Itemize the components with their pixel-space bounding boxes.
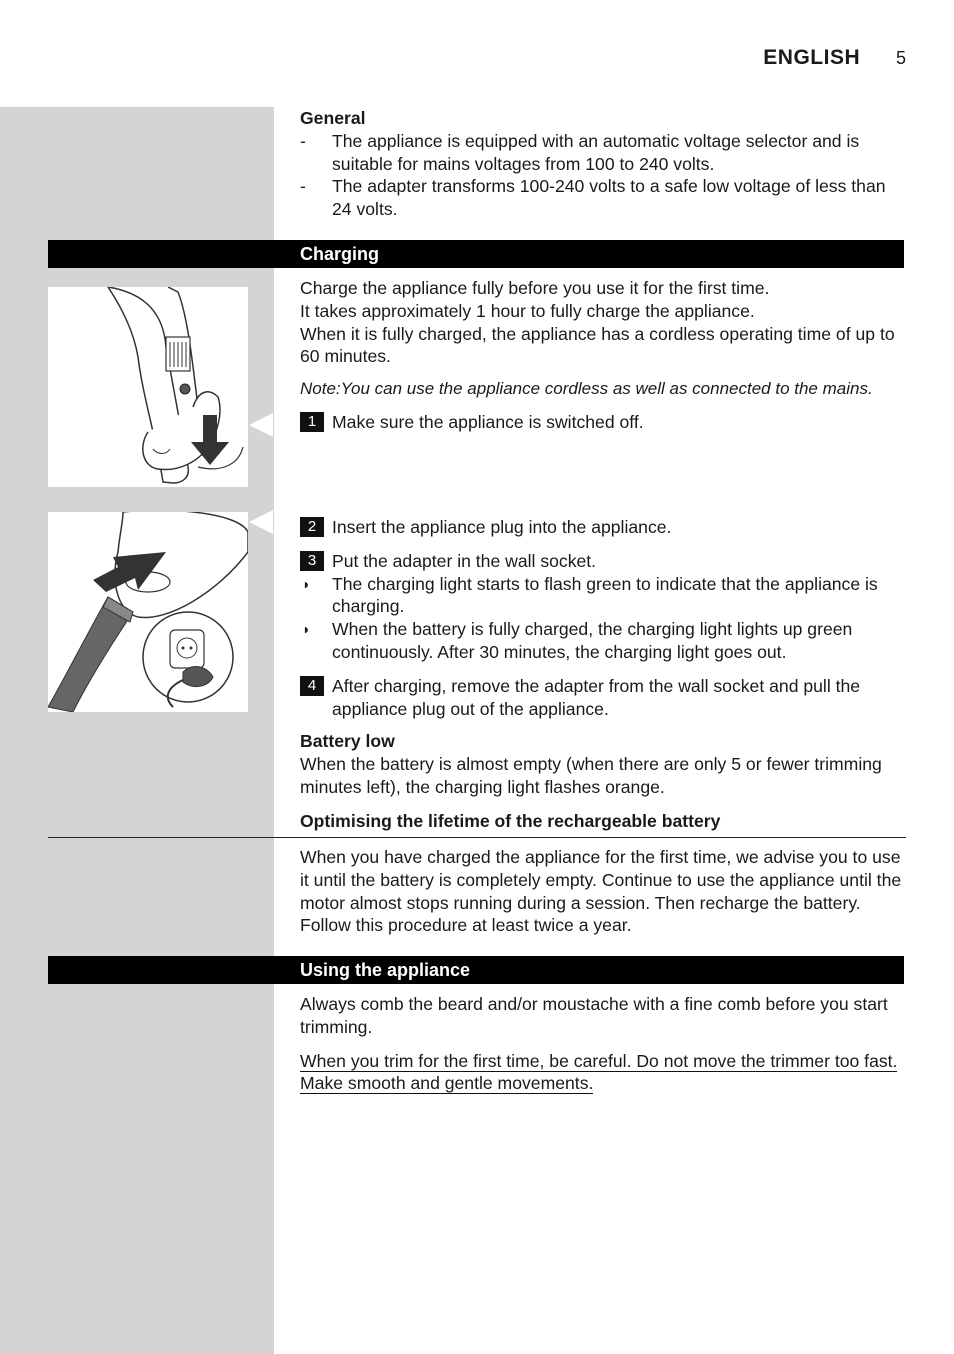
- step-number: 2: [300, 517, 324, 537]
- language-label: ENGLISH: [763, 46, 861, 69]
- charging-steps: [300, 516, 906, 833]
- general-heading: General: [300, 108, 366, 128]
- section-divider: [48, 837, 906, 838]
- step-text: Put the adapter in the wall socket.: [332, 550, 597, 571]
- battery-low-text: When the battery is almost empty (when there are only 5 or fewer trimming minutes left), the charging light flashes orange.: [300, 754, 882, 797]
- charging-note: Note:You can use the appliance cordless as well as connected to the mains.: [300, 379, 873, 399]
- bullet-marker: ◗: [302, 621, 311, 638]
- charging-heading: Charging: [300, 244, 379, 264]
- step-number: 1: [300, 412, 324, 432]
- page-header: [763, 46, 906, 70]
- illustration-pointer: [249, 413, 273, 437]
- charging-intro-line: Charge the appliance fully before you use it for the first time.: [300, 278, 770, 298]
- step-text: Make sure the appliance is switched off.: [332, 411, 644, 432]
- general-item: [300, 175, 906, 221]
- step-4: [300, 675, 906, 721]
- bullet-text: The charging light starts to flash green to indicate that the appliance is charging.: [332, 573, 878, 617]
- result-bullet: [300, 618, 906, 664]
- using-text: Always comb the beard and/or moustache with a fine comb before you start trimming.: [300, 994, 888, 1037]
- result-bullet: [300, 573, 906, 619]
- battery-low-heading: Battery low: [300, 731, 395, 752]
- charging-heading-bar: [48, 240, 904, 268]
- step-3: [300, 550, 906, 573]
- general-section: [300, 107, 906, 221]
- bullet-marker: ◗: [302, 575, 311, 592]
- using-section: [300, 993, 906, 1095]
- step-number: 3: [300, 551, 324, 571]
- step-1: [300, 411, 906, 434]
- charging-intro-line: It takes approximately 1 hour to fully charge the appliance.: [300, 300, 755, 321]
- bullet-text: When the battery is fully charged, the charging light lights up green continuously. After 30 minutes, the charging light goes out.: [332, 619, 853, 662]
- dash-marker: -: [300, 176, 306, 197]
- general-item-text: The appliance is equipped with an automatic voltage selector and is suitable for mains voltages from 100 to 240 volts.: [332, 130, 860, 174]
- page-number: 5: [895, 48, 906, 68]
- step-text: After charging, remove the adapter from the wall socket and pull the appliance plug out of the appliance.: [332, 675, 861, 719]
- step-number: 4: [300, 676, 324, 696]
- charging-intro: [300, 277, 906, 434]
- optimising-text: When you have charged the appliance for the first time, we advise you to use it until the battery is completely empty. Continue to use the appliance until the motor almost stops running during a session. Then recharge the battery. Follow this procedure at least twice a year.: [300, 847, 902, 936]
- using-heading: Using the appliance: [300, 960, 471, 980]
- general-item: [300, 130, 906, 176]
- using-warning: [300, 1050, 906, 1096]
- step-2: [300, 516, 906, 539]
- warning-text: When you trim for the first time, be careful. Do not move the trimmer too fast. Make smooth and gentle movements.: [300, 1050, 898, 1094]
- plug-adapter-illustration: [48, 512, 248, 712]
- illustration-pointer: [249, 510, 273, 534]
- trimmer-switch-off-illustration: [48, 287, 248, 487]
- optimising-heading: Optimising the lifetime of the rechargeable battery: [300, 810, 721, 831]
- dash-marker: -: [300, 130, 306, 151]
- general-item-text: The adapter transforms 100-240 volts to a safe low voltage of less than 24 volts.: [332, 176, 886, 220]
- charging-intro-line: When it is fully charged, the appliance has a cordless operating time of up to 60 minutes.: [300, 323, 895, 367]
- using-heading-bar: [48, 956, 904, 984]
- step-text: Insert the appliance plug into the appliance.: [332, 517, 672, 537]
